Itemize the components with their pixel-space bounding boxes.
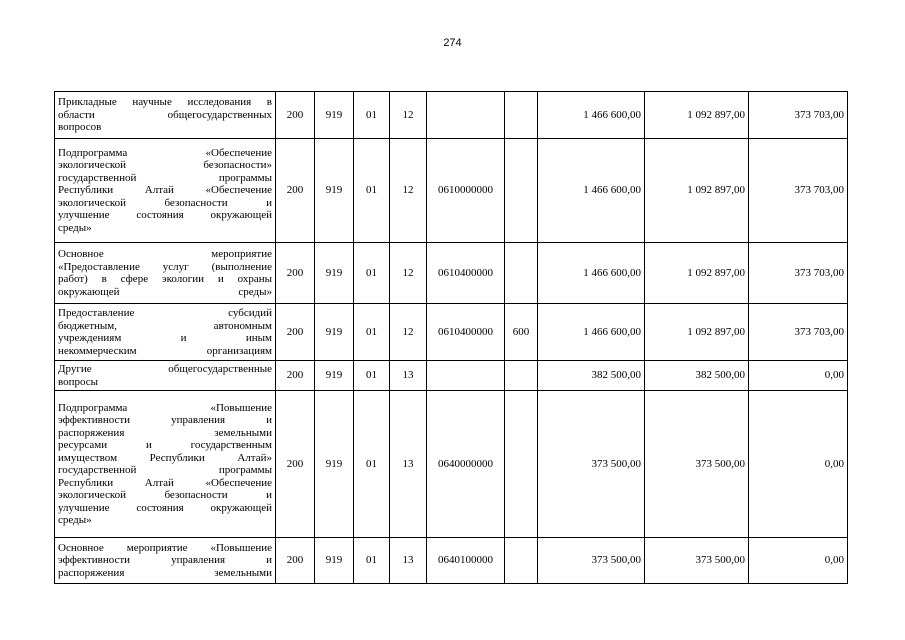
table-row [55, 92, 848, 139]
cell-col2: 919 [315, 391, 354, 538]
row-name-line: Предоставление субсидий [58, 307, 272, 319]
row-name-line: окружающей среды» [58, 285, 272, 298]
cell-sum2: 373 500,00 [645, 538, 749, 584]
table-row [55, 243, 848, 304]
row-name [55, 243, 276, 304]
cell-col1: 200 [276, 361, 315, 391]
row-name-line: среды» [58, 514, 92, 526]
cell-col3: 01 [354, 304, 390, 361]
row-name-line: государственной программы [58, 171, 272, 184]
row-name-line: экологической безопасности и [58, 196, 272, 209]
cell-sum3: 0,00 [749, 538, 848, 584]
cell-sum3: 0,00 [749, 391, 848, 538]
row-name [55, 139, 276, 243]
cell-col6 [505, 139, 538, 243]
row-name [55, 538, 276, 584]
cell-col2: 919 [315, 139, 354, 243]
cell-sum1: 373 500,00 [538, 391, 645, 538]
cell-col1: 200 [276, 304, 315, 361]
cell-sum1: 1 466 600,00 [538, 92, 645, 139]
cell-col3: 01 [354, 243, 390, 304]
cell-sum2: 1 092 897,00 [645, 304, 749, 361]
row-name-line: экологической безопасности и [58, 489, 272, 501]
cell-col3: 01 [354, 361, 390, 391]
cell-col6 [505, 391, 538, 538]
cell-col1: 200 [276, 243, 315, 304]
cell-col1: 200 [276, 92, 315, 139]
cell-col4: 12 [390, 243, 427, 304]
row-name-line: работ) в сфере экологии и охраны [58, 273, 272, 285]
cell-col2: 919 [315, 92, 354, 139]
table-row [55, 361, 848, 391]
row-name-line: Республики Алтай «Обеспечение [58, 476, 272, 489]
table-row [55, 304, 848, 361]
cell-sum3: 373 703,00 [749, 243, 848, 304]
cell-sum1: 382 500,00 [538, 361, 645, 391]
cell-sum3: 373 703,00 [749, 304, 848, 361]
cell-sum1: 1 466 600,00 [538, 304, 645, 361]
row-name-line: Прикладные научные исследования в [58, 96, 272, 109]
cell-col5: 0610400000 [427, 243, 505, 304]
cell-col3: 01 [354, 538, 390, 584]
row-name-line: Подпрограмма «Повышение [58, 401, 272, 414]
cell-sum2: 373 500,00 [645, 391, 749, 538]
cell-col3: 01 [354, 139, 390, 243]
cell-sum2: 1 092 897,00 [645, 243, 749, 304]
row-name-line: Основное мероприятие [58, 248, 272, 260]
cell-col4: 13 [390, 391, 427, 538]
row-name-line: Подпрограмма «Обеспечение [58, 146, 272, 159]
cell-sum2: 1 092 897,00 [645, 92, 749, 139]
table-row [55, 538, 848, 584]
table-row [55, 139, 848, 243]
cell-col2: 919 [315, 538, 354, 584]
row-name [55, 361, 276, 391]
budget-table [54, 91, 848, 584]
cell-col1: 200 [276, 391, 315, 538]
cell-col5: 0640100000 [427, 538, 505, 584]
row-name-line: вопросов [58, 121, 102, 134]
row-name [55, 92, 276, 139]
cell-col5 [427, 92, 505, 139]
cell-sum2: 1 092 897,00 [645, 139, 749, 243]
row-name-line: Другие общегосударственные [58, 363, 272, 375]
cell-col4: 13 [390, 538, 427, 584]
row-name-line: экологической безопасности» [58, 159, 272, 172]
cell-col4: 12 [390, 139, 427, 243]
cell-col4: 13 [390, 361, 427, 391]
cell-col1: 200 [276, 538, 315, 584]
cell-col6: 600 [505, 304, 538, 361]
row-name-line: имуществом Республики Алтай» [58, 451, 272, 464]
cell-col5: 0610000000 [427, 139, 505, 243]
row-name-line: среды» [58, 221, 92, 234]
row-name-line: Основное мероприятие «Повышение [58, 541, 272, 554]
row-name-line: эффективности управления и [58, 554, 272, 567]
row-name-line: ресурсами и государственным [58, 439, 272, 451]
cell-sum3: 0,00 [749, 361, 848, 391]
row-name-line: «Предоставление услуг (выполнение [58, 260, 272, 273]
row-name-line: учреждениям и иным [58, 332, 272, 344]
cell-col5: 0640000000 [427, 391, 505, 538]
table-row [55, 391, 848, 538]
cell-col3: 01 [354, 92, 390, 139]
row-name-line: вопросы [58, 375, 99, 388]
row-name [55, 304, 276, 361]
row-name-line: эффективности управления и [58, 414, 272, 426]
page-number: 274 [443, 37, 462, 49]
cell-col6 [505, 243, 538, 304]
cell-col4: 12 [390, 304, 427, 361]
cell-sum2: 382 500,00 [645, 361, 749, 391]
row-name-line: государственной программы [58, 464, 272, 476]
cell-col2: 919 [315, 243, 354, 304]
cell-col6 [505, 92, 538, 139]
row-name-line: улучшение состояния окружающей [58, 501, 272, 514]
row-name-line: распоряжения земельными [58, 566, 272, 579]
cell-col5 [427, 361, 505, 391]
cell-sum1: 1 466 600,00 [538, 243, 645, 304]
cell-sum1: 373 500,00 [538, 538, 645, 584]
row-name-line: Республики Алтай «Обеспечение [58, 184, 272, 197]
cell-sum3: 373 703,00 [749, 139, 848, 243]
row-name-line: бюджетным, автономным [58, 319, 272, 332]
cell-col2: 919 [315, 304, 354, 361]
cell-col6 [505, 361, 538, 391]
cell-col4: 12 [390, 92, 427, 139]
cell-sum3: 373 703,00 [749, 92, 848, 139]
cell-col2: 919 [315, 361, 354, 391]
row-name-line: некоммерческим организациям [58, 344, 272, 357]
cell-col1: 200 [276, 139, 315, 243]
row-name-line: улучшение состояния окружающей [58, 209, 272, 222]
cell-col6 [505, 538, 538, 584]
row-name-line: области общегосударственных [58, 108, 272, 121]
cell-col5: 0610400000 [427, 304, 505, 361]
row-name-line: распоряжения земельными [58, 426, 272, 439]
cell-col3: 01 [354, 391, 390, 538]
row-name [55, 391, 276, 538]
cell-sum1: 1 466 600,00 [538, 139, 645, 243]
